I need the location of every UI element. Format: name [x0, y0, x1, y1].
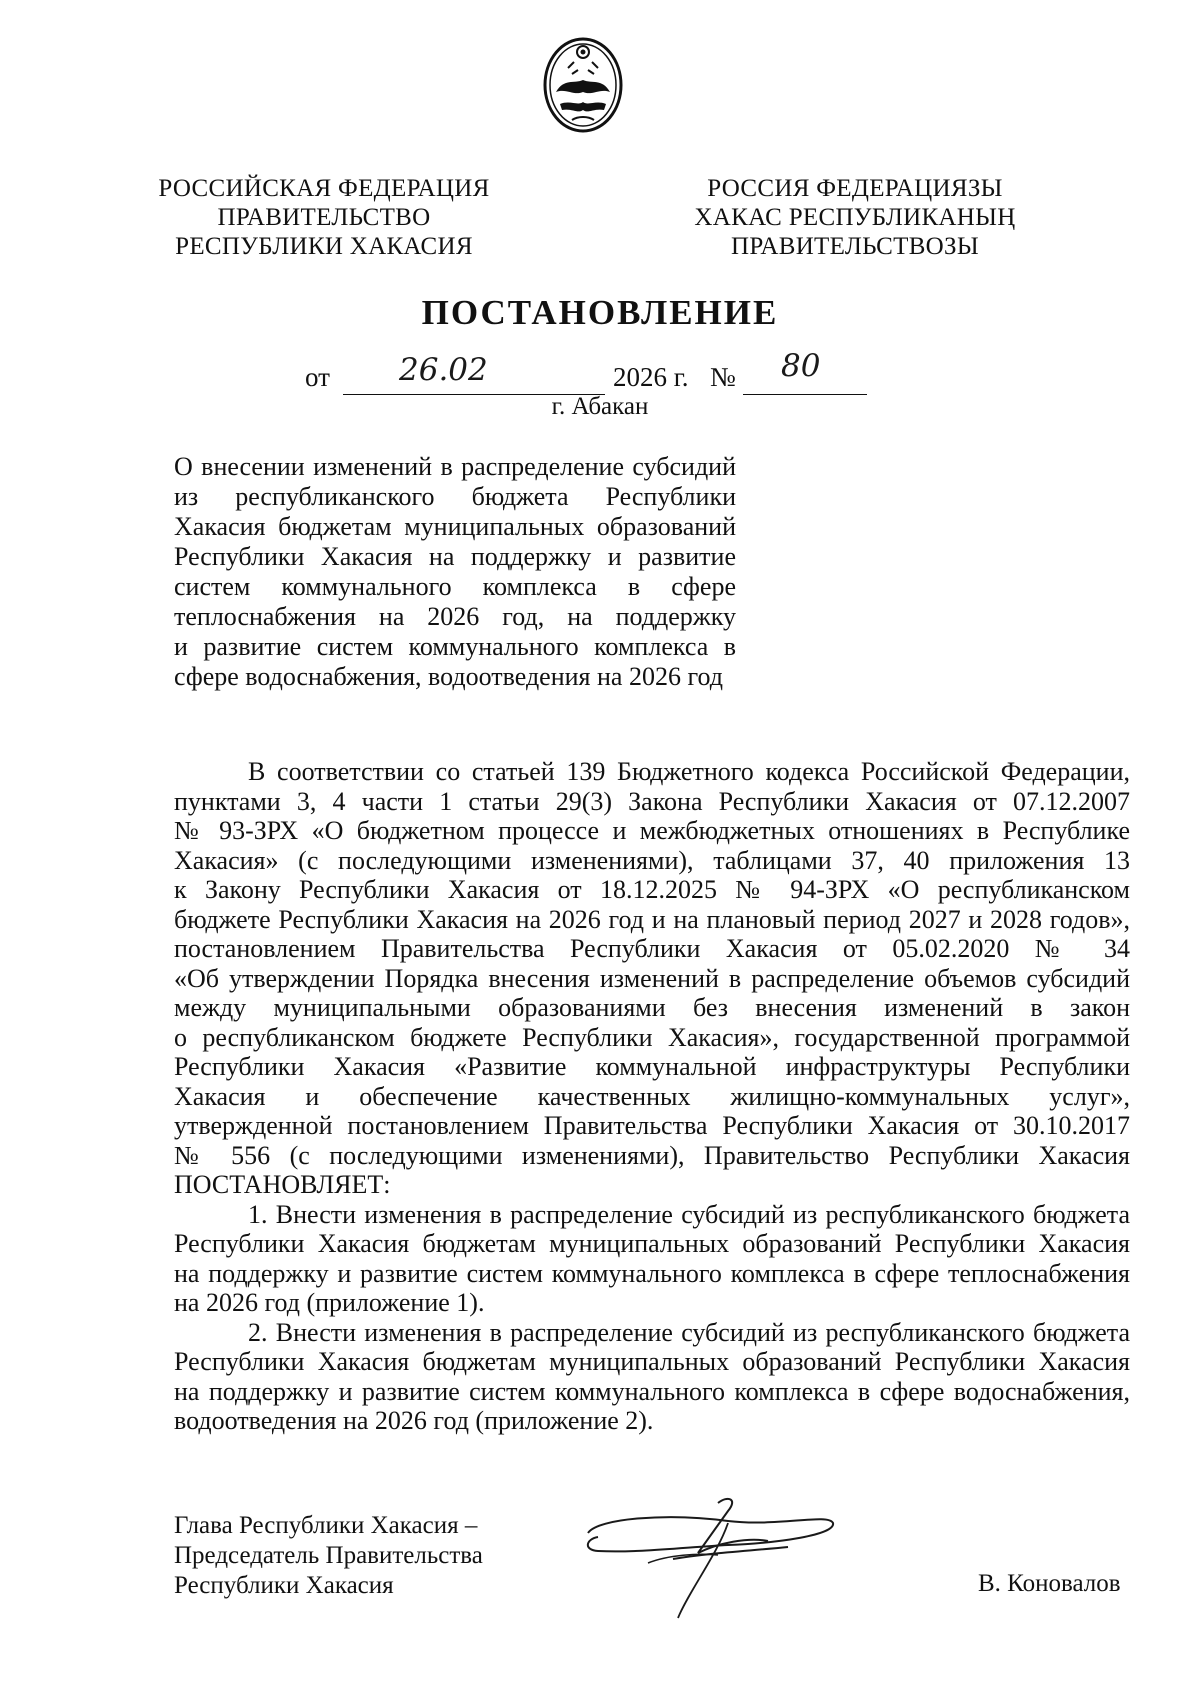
signatory-position-line: Председатель Правительства	[174, 1542, 483, 1569]
subject-heading	[174, 452, 736, 692]
header-left-line-3: РЕСПУБЛИКИ ХАКАСИЯ	[175, 233, 473, 260]
subject-line: Республики Хакасия на поддержку и развитие	[174, 542, 736, 571]
body-line: Хакасия» (с последующими изменениями), таблицами 37, 40 приложения 13	[174, 845, 1130, 875]
date-from-label: от	[305, 362, 330, 392]
body-line: № 556 (с последующими изменениями), Правительство Республики Хакасия	[174, 1140, 1130, 1170]
subject-line: из республиканского бюджета Республики	[174, 482, 736, 511]
body-line: утвержденной постановлением Правительства Республики Хакасия от 30.10.2017	[174, 1111, 1130, 1140]
body-line: пунктами 3, 4 части 1 статьи 29(3) Закона Республики Хакасия от 07.12.2007	[174, 786, 1130, 816]
body-line: бюджете Республики Хакасия на 2026 год и на плановый период 2027 и 2028 годов»,	[174, 904, 1130, 934]
signatory-name: В. Коновалов	[978, 1570, 1121, 1597]
date-number-line	[305, 348, 905, 396]
body-line: № 93-ЗРХ «О бюджетном процессе и межбюджетных отношениях в Республике	[174, 816, 1130, 845]
subject-line: сфере водоснабжения, водоотведения на 2026 год	[174, 662, 723, 691]
clause-2-line: на поддержку и развитие систем коммунального комплекса в сфере водоснабжения,	[174, 1376, 1130, 1406]
city-label: г. Абакан	[551, 393, 649, 420]
signatory-position-line: Республики Хакасия	[174, 1572, 394, 1599]
subject-line: систем коммунального комплекса в сфере	[174, 572, 736, 601]
body-line: В соответствии со статьей 139 Бюджетного кодекса Российской Федерации,	[248, 757, 1130, 786]
subject-line: О внесении изменений в распределение субсидий	[174, 452, 736, 481]
body-text	[174, 757, 1130, 1436]
clause-2-line: Республики Хакасия бюджетам муниципальных образований Республики Хакасия	[174, 1347, 1130, 1376]
document-title: ПОСТАНОВЛЕНИЕ	[421, 293, 779, 332]
header-left-line-2: ПРАВИТЕЛЬСТВО	[217, 204, 431, 231]
header-left-russian	[144, 174, 504, 261]
header-right-line-1: РОССИЯ ФЕДЕРАЦИЯЗЫ	[707, 175, 1003, 202]
date-year: 2026 г.	[613, 362, 689, 392]
handwritten-signature	[578, 1493, 848, 1623]
clause-1-line: 1. Внести изменения в распределение субсидий из республиканского бюджета	[248, 1199, 1130, 1229]
subject-line: теплоснабжения на 2026 год, на поддержку	[174, 602, 736, 631]
coat-of-arms-emblem	[538, 30, 628, 140]
body-line: Хакасия и обеспечение качественных жилищно-коммунальных услуг»,	[174, 1081, 1130, 1111]
header-right-khakas	[665, 174, 1045, 261]
clause-2-line: 2. Внести изменения в распределение субсидий из республиканского бюджета	[248, 1317, 1130, 1347]
date-handwritten: 26.02	[399, 352, 488, 388]
clause-1-line: Республики Хакасия бюджетам муниципальных образований Республики Хакасия	[174, 1229, 1130, 1258]
body-line: между муниципальными образованиями без внесения изменений в закон	[174, 993, 1130, 1022]
subject-line: и развитие систем коммунального комплекса в	[174, 632, 736, 661]
body-line: о республиканском бюджете Республики Хакасия», государственной программой	[174, 1022, 1130, 1052]
body-line-resolves: ПОСТАНОВЛЯЕТ:	[174, 1170, 391, 1199]
subject-line: Хакасия бюджетам муниципальных образований	[174, 512, 736, 541]
body-line: Республики Хакасия «Развитие коммунальной инфраструктуры Республики	[174, 1052, 1130, 1081]
header-left-line-1: РОССИЙСКАЯ ФЕДЕРАЦИЯ	[158, 175, 490, 202]
number-handwritten: 80	[781, 348, 821, 384]
clause-2-line: водоотведения на 2026 год (приложение 2).	[174, 1406, 654, 1435]
number-label: №	[710, 362, 736, 392]
clause-1-line: на 2026 год (приложение 1).	[174, 1288, 485, 1317]
clause-1-line: на поддержку и развитие систем коммунального комплекса в сфере теплоснабжения	[174, 1258, 1130, 1288]
header-right-line-2: ХАКАС РЕСПУБЛИКАНЫҢ	[694, 204, 1016, 231]
signatory-position	[174, 1511, 483, 1601]
body-line: к Закону Республики Хакасия от 18.12.2025 № 94-ЗРХ «О республиканском	[174, 875, 1130, 904]
header-right-line-3: ПРАВИТЕЛЬСТВОЗЫ	[731, 233, 979, 260]
body-line: постановлением Правительства Республики Хакасия от 05.02.2020 № 34	[174, 934, 1130, 963]
body-line: «Об утверждении Порядка внесения изменений в распределение объемов субсидий	[174, 963, 1130, 993]
signatory-position-line: Глава Республики Хакасия –	[174, 1512, 478, 1539]
